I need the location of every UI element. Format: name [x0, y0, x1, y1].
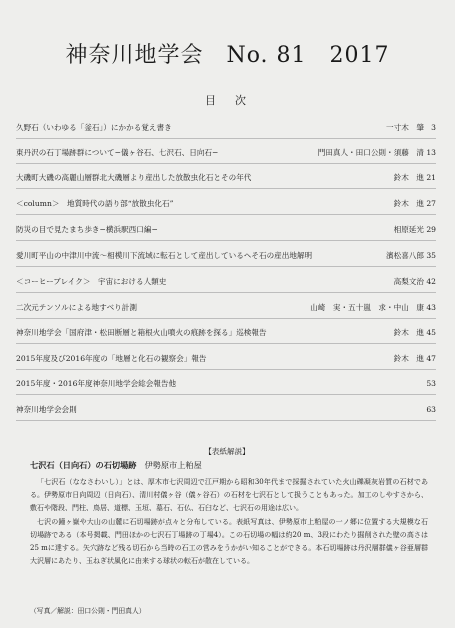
toc-entry-page: 35 — [426, 251, 436, 260]
toc-entry-title: 神奈川地学会会則 — [16, 405, 77, 414]
toc-entry-author: 鈴木 進 — [393, 354, 424, 363]
toc-entry-author: 相原延光 — [393, 225, 424, 234]
cover-credit: （写真／解説：田口公則・門田真人） — [30, 607, 146, 615]
toc-entry-page: 21 — [426, 173, 436, 182]
toc-entry-title: 愛川町平山の中津川中流〜相模川下流域に転石として産出しているヘそ石の産出地解明 — [16, 251, 313, 260]
toc-entry — [16, 249, 436, 262]
cover-heading — [30, 460, 202, 471]
toc-entry-title: 二次元テンソルによる地すべり計測 — [16, 303, 137, 312]
toc-entry-title: ＜コーヒーブレイク＞ 宇宙における人類史 — [16, 277, 167, 286]
toc-entry — [16, 171, 436, 184]
toc-entry-page: 43 — [426, 303, 436, 312]
toc-entry-page: 63 — [426, 405, 436, 414]
toc-heading: 目 次 — [205, 94, 250, 107]
toc-divider — [16, 138, 436, 139]
cover-paragraph: 七沢の鐘ヶ嶽や大山の山麓に石切場跡が点々と分布している。表紙写真は、伊勢原市上粕屋の一ノ郷に位置する大規模な石切場跡である（本号掲載、門田ほかの七沢石丁場跡の丁場4）。この石切場の幅は約20 m、3段にわたり掘削された壁の高さは25 mに達する。矢穴跡など残る切石から当時の石工の営みをうかがい知ることができる。本石切場跡は丹沢層群儀ヶ谷亜層群大沢層にあたり、玉ねぎ状風化に由来する球状の転石が散在している。 — [30, 517, 428, 566]
toc-entry — [16, 197, 436, 210]
cover-paragraph: 「七沢石（ななさわいし）」とは、厚木市七沢周辺で江戸期から昭和30年代まで採掘されていた火山礫凝灰岩質の石材である。伊勢原市日向周辺（日向石）、清川村儀ヶ谷（儀ヶ谷石）の石材を七沢石として扱うこともあった。加工のしやすさから、敷石や階段、門柱、鳥居、道標、玉垣、墓石、石仏、石臼など、七沢石の用途は広い。 — [30, 478, 428, 513]
cover-label: 【表紙解説】 — [204, 447, 250, 456]
toc-divider — [16, 214, 436, 215]
toc-divider — [16, 163, 436, 164]
toc-entry-page: 47 — [426, 354, 436, 363]
toc-entry — [16, 275, 436, 288]
toc-entry — [16, 326, 436, 339]
toc-divider — [16, 188, 436, 189]
toc-entry-page: 13 — [426, 148, 436, 157]
toc-entry — [16, 121, 436, 134]
toc-divider — [16, 369, 436, 370]
toc-entry-title: 東丹沢の石丁場跡群について−儀ヶ谷石、七沢石、日向石− — [16, 148, 219, 157]
cover-explanation — [22, 446, 432, 616]
toc-divider — [16, 292, 436, 293]
toc-entry-title: 大磯町大磯の高麗山層群北大磯層より産出した放散虫化石とその年代 — [16, 173, 252, 182]
toc-divider — [16, 394, 436, 395]
toc-entry-author: 山崎 実・五十嵐 求・中山 康 — [310, 303, 424, 312]
toc-entry-title: 神奈川地学会「国府津・松田断層と箱根火山噴火の痕跡を探る」巡検報告 — [16, 328, 267, 337]
toc-entry — [16, 223, 436, 236]
toc-entry-author: 門田真人・田口公則・須藤 清 — [317, 148, 424, 157]
journal-title: 神奈川地学会 No. 81 2017 — [65, 43, 390, 68]
toc-entry-author: 鈴木 進 — [393, 199, 424, 208]
toc-entry-author: 濱松喜八郎 — [386, 251, 424, 260]
toc-entry-page: 29 — [426, 225, 436, 234]
toc-entry — [16, 301, 436, 314]
toc-divider — [16, 318, 436, 319]
cover-location: 伊勢原市上粕屋 — [144, 460, 202, 470]
toc-divider — [16, 266, 436, 267]
toc-entry-author: 鈴木 進 — [393, 173, 424, 182]
toc-entry-title: 2015年度・2016年度神奈川地学会総会報告他 — [16, 379, 177, 388]
toc-entry-page: 53 — [426, 379, 436, 388]
cover-heading-title: 七沢石（日向石）の石切場跡 — [30, 460, 137, 470]
toc-divider — [16, 240, 436, 241]
toc-entry-author: 鈴木 進 — [393, 328, 424, 337]
toc-entry — [16, 377, 436, 390]
toc-divider — [16, 343, 436, 344]
toc-entry-page: 27 — [426, 199, 436, 208]
toc-entry-page: 42 — [426, 277, 436, 286]
toc-entry-title: 久野石（いわゆる「釜石」）にかかる覚え書き — [16, 123, 172, 132]
toc-entry-author: 一寸木 肇 — [386, 123, 424, 132]
toc-entry-author: 高梨文治 — [393, 277, 424, 286]
toc-entry-page: 3 — [431, 123, 436, 132]
toc-entry-title: 防災の目で見たまち歩き−横浜駅西口編− — [16, 225, 158, 234]
toc-entry-page: 45 — [426, 328, 436, 337]
cover-body — [30, 476, 428, 568]
toc-divider — [16, 420, 436, 421]
toc-entry — [16, 403, 436, 416]
toc-entry-title: ＜column＞ 地質時代の語り部“放散虫化石” — [16, 199, 174, 208]
toc-entry — [16, 146, 436, 159]
toc-entry-title: 2015年度及び2016年度の「地層と化石の観察会」報告 — [16, 354, 207, 363]
toc-entry — [16, 352, 436, 365]
